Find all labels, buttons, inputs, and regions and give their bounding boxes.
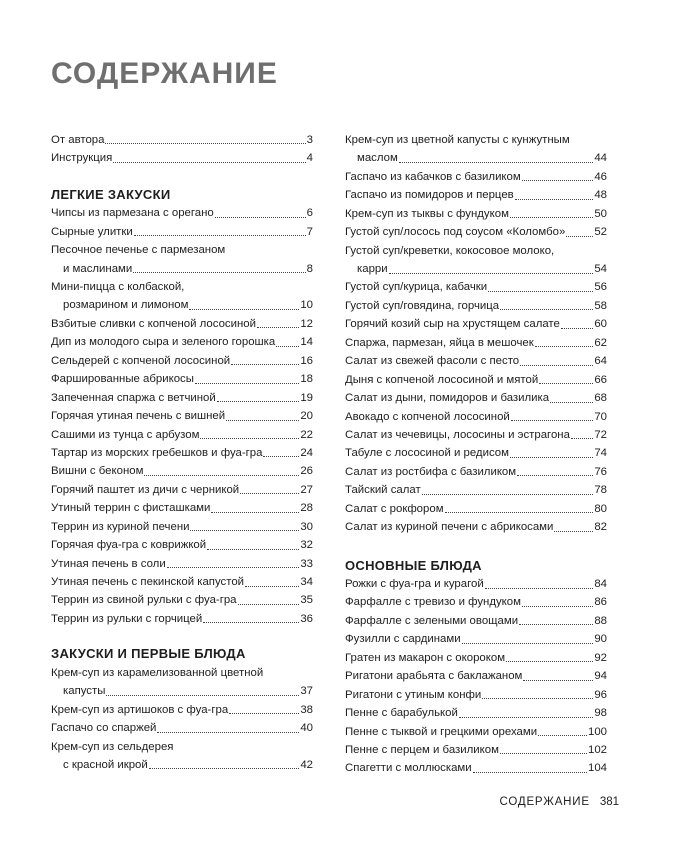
toc-entry-last-line xyxy=(51,297,313,315)
front-matter-list xyxy=(51,131,313,168)
toc-entry-page: 58 xyxy=(594,299,607,312)
toc-entry-page: 52 xyxy=(594,226,607,239)
dot-leader xyxy=(149,768,300,769)
toc-entry-title: Фарфалле с тревизо и фундуком xyxy=(345,596,521,609)
dot-leader xyxy=(566,236,593,237)
toc-entry-page: 84 xyxy=(594,578,607,591)
toc-entry[interactable] xyxy=(345,723,607,741)
dot-leader xyxy=(539,383,593,384)
toc-entry-title-line: Мини-пицца с колбаской, xyxy=(51,281,185,294)
toc-entry-title-line: капусты xyxy=(63,685,106,698)
toc-entry-page: 46 xyxy=(594,170,607,183)
toc-entry-title: От автора xyxy=(51,133,105,146)
toc-list-mains xyxy=(345,575,607,778)
toc-entry[interactable] xyxy=(345,649,607,667)
dot-leader xyxy=(445,512,594,513)
dot-leader xyxy=(538,735,587,736)
toc-entry[interactable] xyxy=(51,333,313,351)
toc-entry[interactable] xyxy=(51,278,313,315)
toc-entry-title: Пенне с барабулькой xyxy=(345,707,458,720)
toc-entry-page: 66 xyxy=(594,373,607,386)
toc-entry[interactable] xyxy=(51,719,313,737)
toc-entry-title-line: с красной икрой xyxy=(63,758,148,771)
toc-entry-page: 20 xyxy=(300,410,313,423)
toc-entry-title: Салат с рокфором xyxy=(345,502,444,515)
toc-entry[interactable] xyxy=(51,426,313,444)
toc-entry-title-line: маслом xyxy=(357,152,398,165)
toc-entry-title-line: Крем-суп из цветной капусты с кунжутным xyxy=(345,134,570,146)
toc-entry-page: 10 xyxy=(300,299,313,312)
toc-entry[interactable] xyxy=(51,241,313,278)
dot-leader xyxy=(550,402,593,403)
toc-entry-title-line: и маслинами xyxy=(63,262,133,275)
toc-entry[interactable] xyxy=(51,518,313,536)
dot-leader xyxy=(510,457,593,458)
toc-entry-title: Салат из свежей фасоли с песто xyxy=(345,355,520,368)
toc-entry-title: Густой суп/курица, кабачки xyxy=(345,281,488,294)
dot-leader xyxy=(113,162,305,163)
toc-entry-title: Салат из дыни, помидоров и базилика xyxy=(345,392,550,405)
dot-leader xyxy=(217,401,300,402)
toc-entry-page: 19 xyxy=(300,391,313,404)
dot-leader xyxy=(231,364,299,365)
toc-entry-title-line: Крем-суп из карамелизованной цветной xyxy=(51,666,264,679)
toc-entry[interactable] xyxy=(51,481,313,499)
toc-entry-title-line: Крем-суп из сельдерея xyxy=(51,740,174,753)
toc-entry-title: Сельдерей с копченой лососиной xyxy=(51,354,231,367)
toc-entry-title: Утиный террин с фисташками xyxy=(51,502,211,515)
toc-entry-title: Дыня с копченой лососиной и мятой xyxy=(345,373,539,386)
dot-leader xyxy=(200,438,299,439)
dot-leader xyxy=(263,456,299,457)
toc-entry-page: 14 xyxy=(300,336,313,349)
page-footer xyxy=(500,796,619,808)
toc-entry-page: 7 xyxy=(306,225,313,238)
toc-entry-title: Пенне с перцем и базиликом xyxy=(345,743,499,756)
toc-entry-page: 40 xyxy=(300,722,313,735)
dot-leader xyxy=(226,420,299,421)
toc-entry-page: 70 xyxy=(594,410,607,423)
dot-leader xyxy=(195,383,299,384)
toc-entry-title-line: розмарином и лимоном xyxy=(63,299,189,312)
toc-entry-page: 18 xyxy=(300,373,313,386)
toc-entry-title-line: Густой суп/креветки, кокосовое молоко, xyxy=(345,244,555,257)
toc-entry[interactable] xyxy=(51,444,313,462)
toc-entry-title: Салат из ростбифа с базиликом xyxy=(345,465,517,478)
toc-entry-page: 104 xyxy=(587,762,607,775)
toc-entry[interactable] xyxy=(51,131,313,149)
dot-leader xyxy=(500,753,587,754)
toc-entry-page: 26 xyxy=(300,465,313,478)
toc-entry-title: Террин из рульки с горчицей xyxy=(51,612,203,625)
toc-entry[interactable] xyxy=(345,279,607,297)
toc-entry[interactable] xyxy=(345,223,607,241)
toc-entry-title: Ригатони с утиным конфи xyxy=(345,688,482,701)
toc-entry[interactable] xyxy=(345,759,607,777)
toc-entry-title: Авокадо с копченой лососиной xyxy=(345,410,510,423)
toc-entry-page: 35 xyxy=(300,594,313,607)
toc-entry[interactable] xyxy=(51,407,313,425)
toc-entry[interactable] xyxy=(345,594,607,612)
toc-entry-title: Вишни с беконом xyxy=(51,465,144,478)
dot-leader xyxy=(203,622,299,623)
toc-entry[interactable] xyxy=(51,701,313,719)
toc-entry-page: 80 xyxy=(594,502,607,515)
toc-entry-title: Тайский салат xyxy=(345,484,421,497)
toc-entry-page: 74 xyxy=(594,447,607,460)
toc-entry-page: 92 xyxy=(594,651,607,664)
section-heading-light-snacks: ЛЕГКИЕ ЗАКУСКИ xyxy=(51,186,171,202)
toc-entry[interactable] xyxy=(345,334,607,352)
dot-leader xyxy=(517,475,593,476)
dot-leader xyxy=(207,549,299,550)
toc-entry[interactable] xyxy=(51,536,313,554)
toc-entry[interactable] xyxy=(51,389,313,407)
dot-leader xyxy=(520,365,593,366)
toc-entry[interactable] xyxy=(51,370,313,388)
dot-leader xyxy=(462,643,594,644)
dot-leader xyxy=(506,661,593,662)
toc-entry-title: Сашими из тунца с арбузом xyxy=(51,428,200,441)
toc-entry[interactable] xyxy=(345,463,607,481)
toc-entry-title: Фаршированные абрикосы xyxy=(51,373,194,386)
toc-entry[interactable] xyxy=(345,297,607,315)
toc-entry-title: Гаспачо со спаржей xyxy=(51,722,157,735)
toc-entry-page: 3 xyxy=(306,133,313,146)
toc-entry[interactable] xyxy=(345,426,607,444)
toc-entry-title: Пенне с тыквой и грецкими орехами xyxy=(345,725,538,738)
dot-leader xyxy=(229,713,299,714)
dot-leader xyxy=(106,695,299,696)
toc-entry[interactable] xyxy=(345,242,607,279)
dot-leader xyxy=(510,217,593,218)
toc-entry[interactable] xyxy=(345,741,607,759)
dot-leader xyxy=(523,680,593,681)
toc-entry-page: 24 xyxy=(300,446,313,459)
toc-entry-title: Утиная печень с пекинской капустой xyxy=(51,576,245,589)
toc-entry[interactable] xyxy=(51,315,313,333)
dot-leader xyxy=(238,604,300,605)
dot-leader xyxy=(519,624,593,625)
toc-entry[interactable] xyxy=(345,481,607,499)
dot-leader xyxy=(459,717,593,718)
dot-leader xyxy=(399,162,594,163)
toc-entry-page: 82 xyxy=(594,521,607,534)
toc-entry-page: 54 xyxy=(594,263,607,276)
dot-leader xyxy=(535,346,594,347)
toc-entry-last-line xyxy=(51,682,313,700)
toc-entry-title: Террин из свиной рульки с фуа-гра xyxy=(51,594,237,607)
toc-entry-title: Гаспачо из помидоров и перцев xyxy=(345,189,514,202)
toc-entry-title: Фузилли с сардинами xyxy=(345,633,461,646)
toc-entry-title: Крем-суп из тыквы с фундуком xyxy=(345,207,509,220)
toc-entry-title: Гаспачо из кабачков с базиликом xyxy=(345,170,521,183)
toc-entry[interactable] xyxy=(345,686,607,704)
dot-leader xyxy=(211,512,299,513)
page-title: СОДЕРЖАНИЕ xyxy=(51,57,278,90)
toc-entry-page: 64 xyxy=(594,355,607,368)
toc-entry[interactable] xyxy=(51,462,313,480)
dot-leader xyxy=(389,273,594,274)
dot-leader xyxy=(167,567,300,568)
toc-entry-page: 48 xyxy=(594,189,607,202)
toc-entry-page: 68 xyxy=(594,392,607,405)
toc-entry[interactable] xyxy=(345,612,607,630)
toc-entry-title: Ригатони арабьята с баклажаном xyxy=(345,670,523,683)
toc-entry-page: 96 xyxy=(594,688,607,701)
dot-leader xyxy=(488,291,593,292)
dot-leader xyxy=(422,494,594,495)
toc-list-starters-continued xyxy=(345,131,607,537)
dot-leader xyxy=(144,475,299,476)
toc-entry-page: 38 xyxy=(300,703,313,716)
toc-entry-title: Табуле с лососиной и редисом xyxy=(345,447,509,460)
toc-column-right xyxy=(345,131,607,778)
toc-entry-page: 72 xyxy=(594,428,607,441)
footer-page-number: 381 xyxy=(599,796,619,808)
toc-entry-title: Инструкция xyxy=(51,152,113,165)
dot-leader xyxy=(134,235,306,236)
dot-leader xyxy=(190,530,299,531)
toc-entry[interactable] xyxy=(51,664,313,701)
toc-entry[interactable] xyxy=(345,371,607,389)
toc-entry-title: Спагетти с моллюсками xyxy=(345,762,472,775)
dot-leader xyxy=(515,199,594,200)
dot-leader xyxy=(245,586,299,587)
dot-leader xyxy=(133,272,305,273)
toc-entry[interactable] xyxy=(345,315,607,333)
toc-entry-last-line xyxy=(51,260,313,278)
dot-leader xyxy=(473,772,587,773)
toc-entry-page: 60 xyxy=(594,318,607,331)
toc-entry-title: Горячая утиная печень с вишней xyxy=(51,410,226,423)
toc-entry[interactable] xyxy=(51,499,313,517)
toc-entry-page: 76 xyxy=(594,465,607,478)
toc-entry-title: Салат из чечевицы, лососины и эстрагона xyxy=(345,428,570,441)
toc-entry-page: 22 xyxy=(300,428,313,441)
toc-list-light-snacks xyxy=(51,204,313,628)
toc-entry[interactable] xyxy=(51,555,313,573)
toc-entry[interactable] xyxy=(51,149,313,167)
toc-entry-title: Чипсы из пармезана с орегано xyxy=(51,207,214,220)
footer-section-title: СОДЕРЖАНИЕ xyxy=(499,796,590,808)
dot-leader xyxy=(276,346,299,347)
toc-entry[interactable] xyxy=(345,630,607,648)
toc-entry-title: Крем-суп из артишоков с фуа-гра xyxy=(51,703,229,716)
toc-entry-last-line xyxy=(345,260,607,278)
toc-entry-page: 50 xyxy=(594,207,607,220)
dot-leader xyxy=(482,698,593,699)
dot-leader xyxy=(257,327,299,328)
toc-entry-page: 102 xyxy=(587,743,607,756)
toc-entry[interactable] xyxy=(51,592,313,610)
dot-leader xyxy=(500,309,593,310)
toc-entry-page: 8 xyxy=(306,262,313,275)
toc-entry[interactable] xyxy=(345,205,607,223)
toc-entry-page: 27 xyxy=(300,483,313,496)
toc-entry-page: 78 xyxy=(594,484,607,497)
toc-entry[interactable] xyxy=(345,518,607,536)
dot-leader xyxy=(561,328,593,329)
toc-entry[interactable] xyxy=(345,389,607,407)
toc-entry-title-line: Песочное печенье с пармезаном xyxy=(51,244,226,257)
section-heading-mains: ОСНОВНЫЕ БЛЮДА xyxy=(345,557,482,573)
toc-entry-title: Горячий паштет из дичи с черникой xyxy=(51,483,240,496)
toc-entry[interactable] xyxy=(345,131,607,168)
dot-leader xyxy=(240,493,299,494)
toc-entry-page: 4 xyxy=(306,152,313,165)
toc-entry-title: Дип из молодого сыра и зеленого горошка xyxy=(51,336,276,349)
toc-entry-page: 88 xyxy=(594,614,607,627)
toc-entry-page: 32 xyxy=(300,539,313,552)
toc-entry[interactable] xyxy=(51,223,313,241)
toc-entry[interactable] xyxy=(345,408,607,426)
dot-leader xyxy=(485,588,594,589)
toc-entry-page: 12 xyxy=(300,317,313,330)
toc-entry-page: 44 xyxy=(594,152,607,165)
dot-leader xyxy=(522,180,594,181)
toc-entry[interactable] xyxy=(345,186,607,204)
toc-entry-page: 16 xyxy=(300,354,313,367)
dot-leader xyxy=(105,143,305,144)
toc-entry-page: 34 xyxy=(300,576,313,589)
toc-entry-title: Тартар из морских гребешков и фуа-гра xyxy=(51,446,263,459)
section-heading-starters: ЗАКУСКИ И ПЕРВЫЕ БЛЮДА xyxy=(51,646,246,662)
toc-entry-title: Утиная печень в соли xyxy=(51,557,166,570)
toc-entry-page: 62 xyxy=(594,336,607,349)
toc-entry-page: 42 xyxy=(300,758,313,771)
toc-entry-title: Густой суп/говядина, горчица xyxy=(345,299,500,312)
toc-entry-title: Густой суп/лосось под соусом «Коломбо» xyxy=(345,226,566,239)
toc-entry-title: Салат из куриной печени с абрикосами xyxy=(345,521,554,534)
dot-leader xyxy=(571,438,593,439)
toc-entry-page: 98 xyxy=(594,707,607,720)
toc-entry[interactable] xyxy=(345,704,607,722)
toc-entry-page: 6 xyxy=(306,207,313,220)
toc-entry-title: Гратен из макарон с окороком xyxy=(345,651,506,664)
toc-entry[interactable] xyxy=(51,204,313,222)
dot-leader xyxy=(189,309,299,310)
toc-list-starters xyxy=(51,664,313,775)
toc-entry[interactable] xyxy=(51,738,313,775)
toc-column-left xyxy=(51,131,313,774)
toc-entry-page: 36 xyxy=(300,612,313,625)
toc-entry[interactable] xyxy=(51,573,313,591)
toc-entry-title: Спаржа, пармезан, яйца в мешочек xyxy=(345,336,534,349)
toc-entry-page: 56 xyxy=(594,281,607,294)
toc-entry-page: 86 xyxy=(594,596,607,609)
dot-leader xyxy=(522,606,593,607)
toc-entry-page: 37 xyxy=(300,685,313,698)
toc-entry-page: 90 xyxy=(594,633,607,646)
toc-entry-title: Горячий козий сыр на хрустящем салате xyxy=(345,318,560,331)
toc-entry-page: 100 xyxy=(587,725,607,738)
toc-entry[interactable] xyxy=(345,500,607,518)
toc-entry-title: Сырные улитки xyxy=(51,225,133,238)
toc-entry-last-line xyxy=(345,149,607,167)
toc-entry[interactable] xyxy=(51,610,313,628)
dot-leader xyxy=(554,531,593,532)
toc-entry[interactable] xyxy=(345,575,607,593)
toc-entry-title: Фарфалле с зелеными овощами xyxy=(345,614,519,627)
toc-entry[interactable] xyxy=(345,168,607,186)
toc-entry[interactable] xyxy=(345,444,607,462)
toc-entry-title-line: карри xyxy=(357,263,388,276)
toc-entry-title: Рожки с фуа-гра и курагой xyxy=(345,578,484,591)
toc-entry-page: 28 xyxy=(300,502,313,515)
toc-entry[interactable] xyxy=(51,352,313,370)
toc-entry-last-line xyxy=(51,756,313,774)
toc-entry-title: Горячая фуа-гра с коврижкой xyxy=(51,539,207,552)
dot-leader xyxy=(157,732,299,733)
toc-entry[interactable] xyxy=(345,667,607,685)
toc-entry[interactable] xyxy=(345,352,607,370)
toc-entry-title: Взбитые сливки с копченой лососиной xyxy=(51,317,256,330)
toc-entry-title: Террин из куриной печени xyxy=(51,520,190,533)
toc-entry-page: 30 xyxy=(300,520,313,533)
dot-leader xyxy=(511,420,594,421)
toc-entry-title: Запеченная спаржа с ветчиной xyxy=(51,391,216,404)
dot-leader xyxy=(215,217,306,218)
toc-entry-page: 33 xyxy=(300,557,313,570)
toc-entry-page: 94 xyxy=(594,670,607,683)
